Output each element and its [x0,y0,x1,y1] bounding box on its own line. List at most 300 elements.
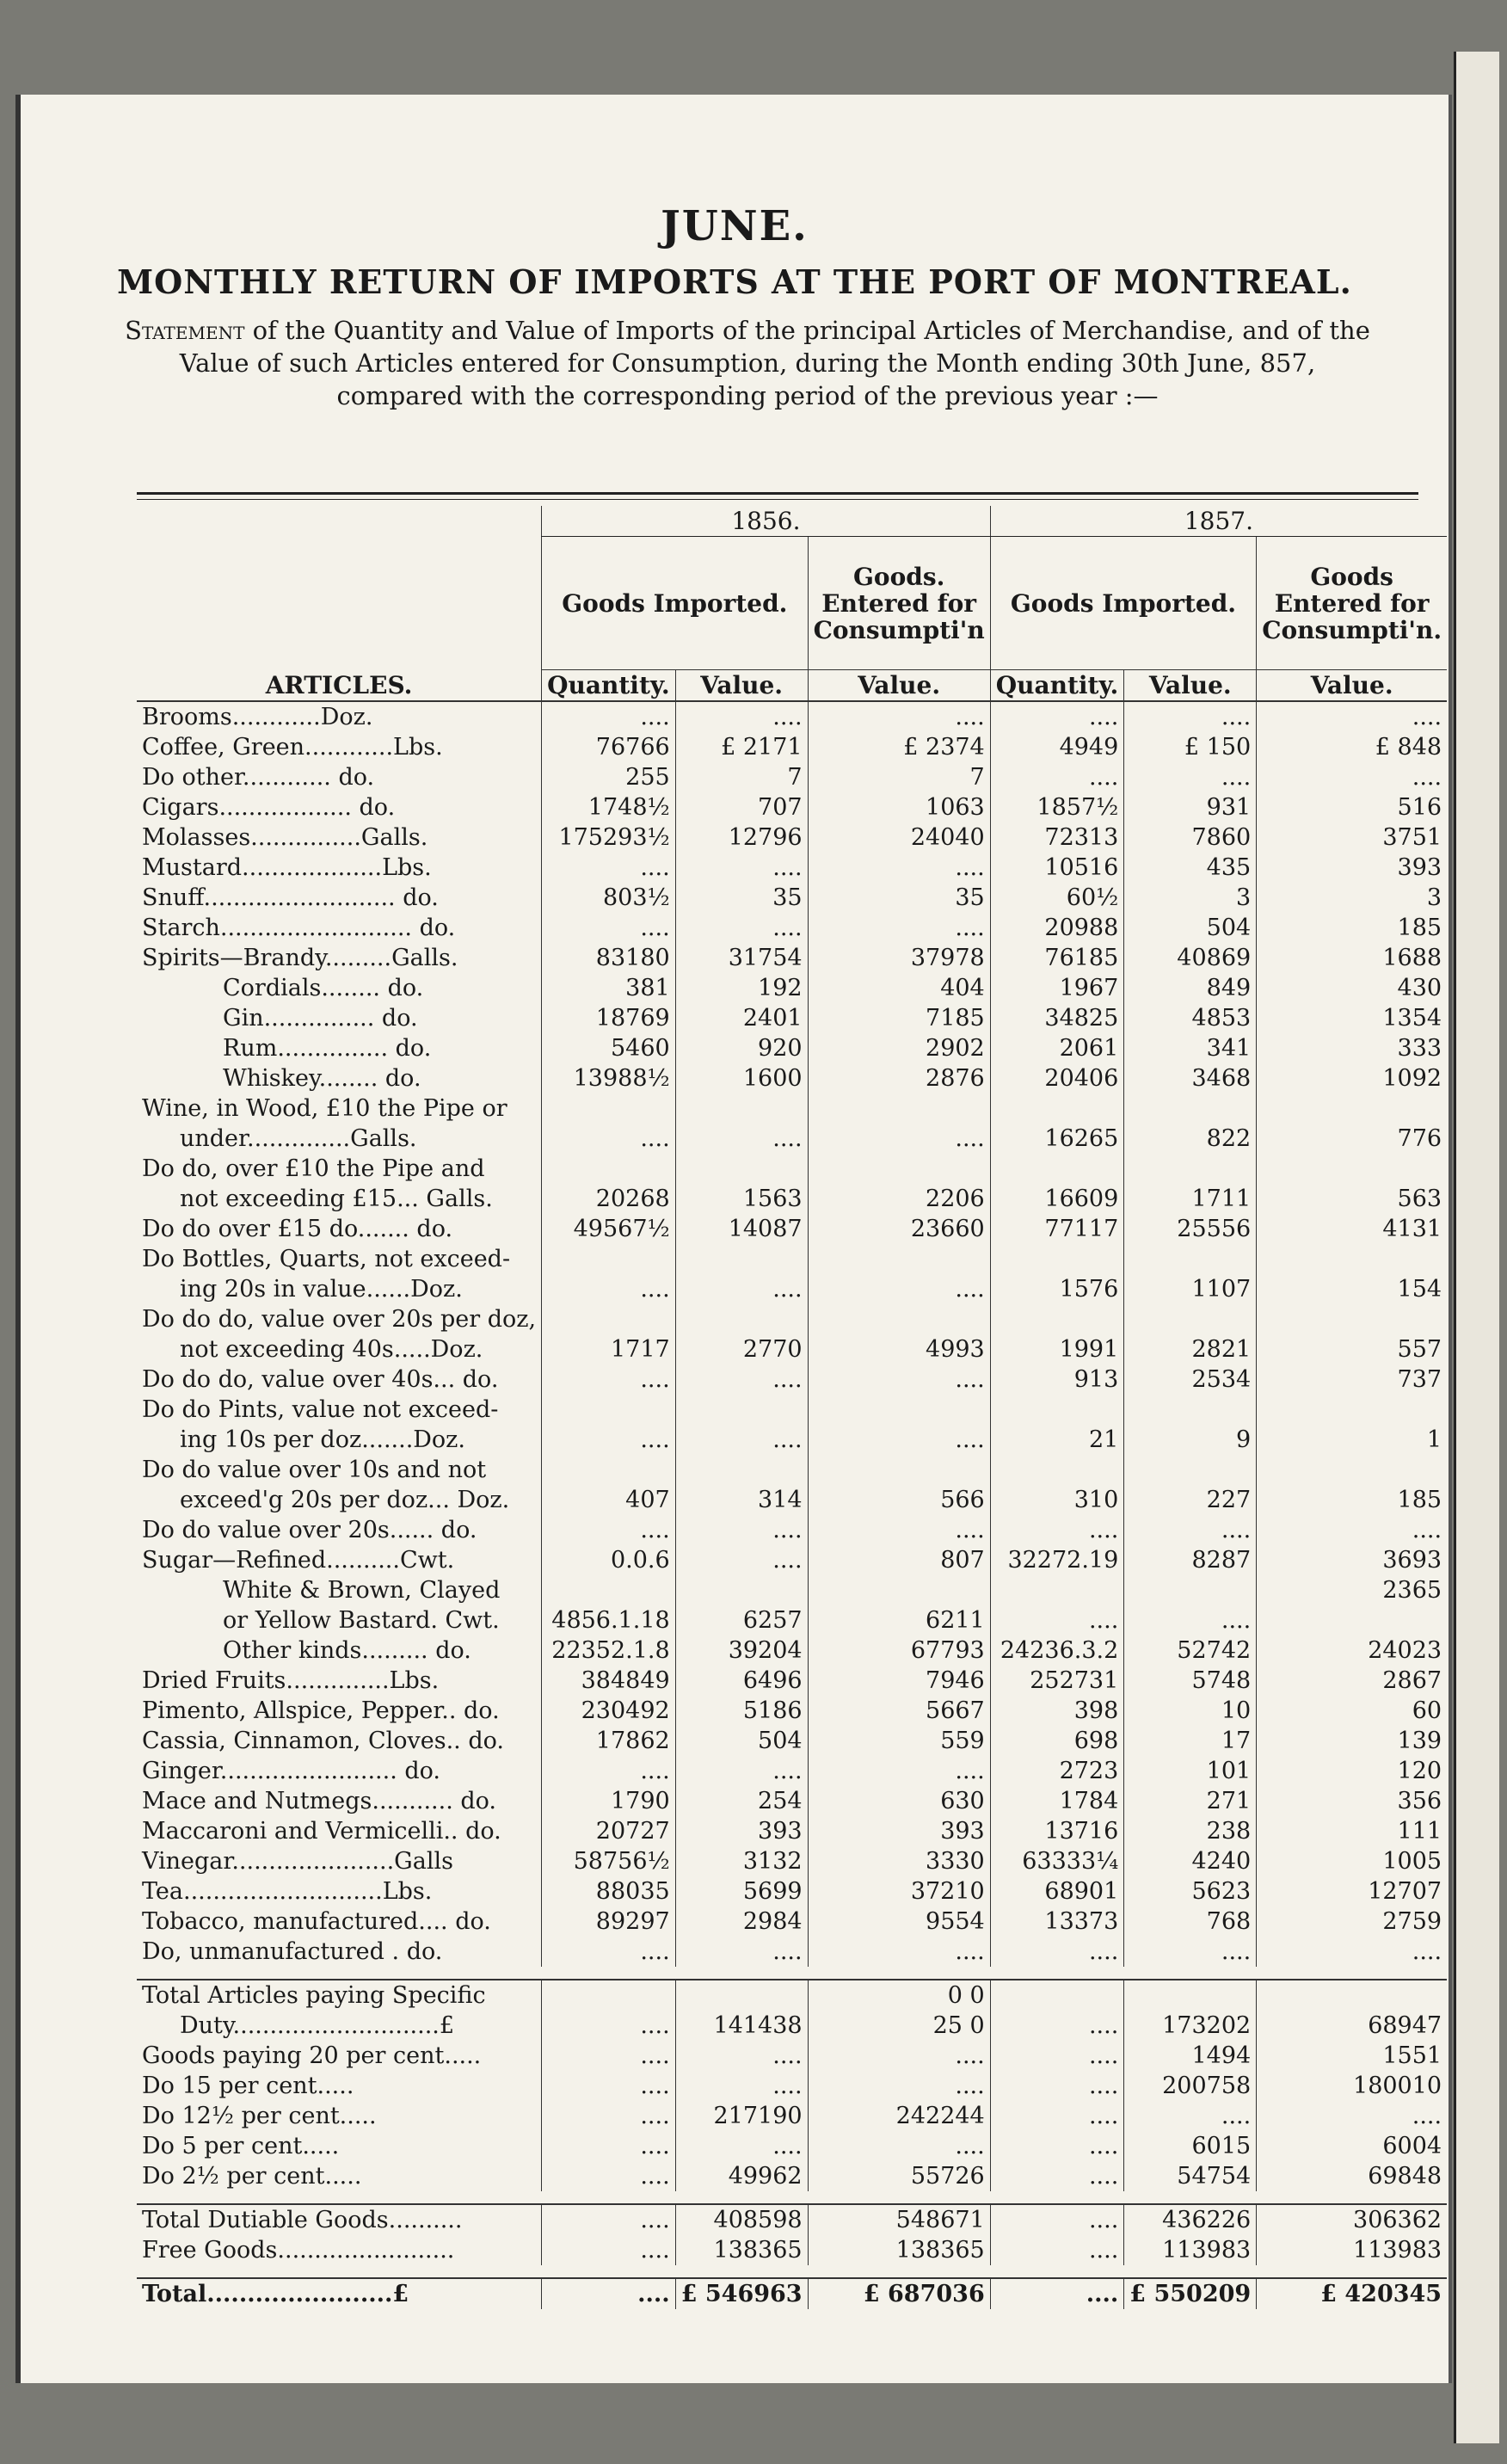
consumption-1856-cell: .... [808,1364,990,1395]
value-1857-cell: £ 550209 [1124,2278,1257,2309]
quantity-1856-cell [542,1304,676,1334]
quantity-1857-cell: 2723 [990,1756,1124,1786]
quantity-1856-header: Quantity. [542,670,676,702]
consumption-1857-cell: 3693 [1257,1545,1447,1575]
total-row [137,2204,1447,2235]
table-row [137,1756,1447,1786]
consumption-1857-cell: 3 [1257,883,1447,913]
grand-total-body [137,2265,1447,2309]
quantity-1857-cell: 13716 [990,1816,1124,1846]
consumption-1856-cell: £ 2374 [808,732,990,762]
article-cell: Tea...........................Lbs. [142,1878,433,1905]
quantity-1857-cell: 60½ [990,883,1124,913]
consumption-1856-cell: 138365 [808,2235,990,2265]
consumption-1856-cell: 35 [808,883,990,913]
quantity-1856-cell: 1790 [542,1786,676,1816]
article-cell: Snuff.......................... do. [142,884,439,911]
table-row [137,1244,1447,1274]
value-1856-cell: .... [675,701,808,732]
quantity-1856-cell: .... [542,2131,676,2161]
table-row [137,1214,1447,1244]
article-cell: Whiskey........ do. [223,1065,421,1092]
consumption-1856-cell [808,1304,990,1334]
consumption-1856-cell: 2206 [808,1184,990,1214]
value-1856-cell: 5699 [675,1876,808,1907]
quantity-1857-cell: .... [990,2041,1124,2071]
quantity-1856-cell [542,1244,676,1274]
consumption-1856-cell: 7185 [808,1003,990,1033]
value-1857-cell: .... [1124,1515,1257,1545]
value-1856-cell [675,1455,808,1485]
quantity-1856-cell: .... [542,1515,676,1545]
quantity-1856-cell: .... [542,1756,676,1786]
consumption-1857-cell: 69848 [1257,2161,1447,2191]
article-cell: Tobacco, manufactured.... do. [142,1908,491,1935]
consumption-1856-cell: 807 [808,1545,990,1575]
consumption-1856-cell [808,1154,990,1184]
quantity-1857-cell: .... [990,2101,1124,2131]
separator-cell [137,2265,1447,2278]
quantity-1857-cell: 1784 [990,1786,1124,1816]
quantity-1856-cell: .... [542,2041,676,2071]
quantity-1857-cell: 1967 [990,973,1124,1003]
table-row [137,1033,1447,1063]
value-1856-cell: 5186 [675,1696,808,1726]
value-1856-cell: 7 [675,762,808,792]
table-row [137,1937,1447,1967]
table-row [137,1154,1447,1184]
value-1857-cell [1124,1154,1257,1184]
consumption-1856-cell: 630 [808,1786,990,1816]
value-1857-cell [1124,1304,1257,1334]
consumption-1856-cell: 7946 [808,1666,990,1696]
consumption-1857-cell: 139 [1257,1726,1447,1756]
separator-cell [137,1967,1447,1980]
consumption-1857-cell: 306362 [1257,2204,1447,2235]
summary-row [137,2101,1447,2131]
value-1856-cell [675,1093,808,1124]
value-1857-cell: 2534 [1124,1364,1257,1395]
quantity-1857-cell: .... [990,762,1124,792]
consumption-1856-cell: 393 [808,1816,990,1846]
article-cell: Molasses...............Galls. [142,824,428,851]
document-title: MONTHLY RETURN OF IMPORTS AT THE PORT OF MONTREAL. [117,262,1352,301]
quantity-1857-cell: 310 [990,1485,1124,1515]
top-rule [137,492,1418,495]
year-header-row [137,506,1447,537]
consumption-1857-cell [1257,1395,1447,1425]
value-1856-cell: .... [675,2071,808,2101]
table-row [137,1425,1447,1455]
article-cell: Ginger........................ do. [142,1758,441,1784]
value-1856-cell: 314 [675,1485,808,1515]
summary-row [137,2041,1447,2071]
quantity-1856-cell: .... [542,1364,676,1395]
article-cell: Total Dutiable Goods.......... [142,2207,463,2233]
quantity-1856-cell: 381 [542,973,676,1003]
consumption-1856-cell: .... [808,701,990,732]
consumption-1857-cell: 185 [1257,913,1447,943]
table-row [137,853,1447,883]
quantity-1857-header: Quantity. [990,670,1124,702]
summary-row [137,2011,1447,2041]
article-cell: Total Articles paying Specific [142,1982,486,2009]
value-1856-cell: .... [675,1425,808,1455]
table-row [137,1274,1447,1304]
quantity-1856-cell: 175293½ [542,822,676,853]
quantity-1857-cell: 2061 [990,1033,1124,1063]
quantity-1856-cell [542,1455,676,1485]
table-row [137,1485,1447,1515]
consumption-1856-cell: .... [808,2041,990,2071]
value-1857-cell: 931 [1124,792,1257,822]
table-row [137,732,1447,762]
consumption-1857-cell: 516 [1257,792,1447,822]
quantity-1857-cell: 77117 [990,1214,1124,1244]
consumption-1857-cell: 393 [1257,853,1447,883]
article-cell: not exceeding £15... Galls. [180,1186,493,1212]
value-1856-cell: 138365 [675,2235,808,2265]
value-1856-cell: .... [675,1274,808,1304]
quantity-1857-cell: 20406 [990,1063,1124,1093]
consumption-1857-cell: 24023 [1257,1635,1447,1666]
article-cell: Do, unmanufactured . do. [142,1938,443,1965]
consumption-value-1856-header: Value. [808,670,990,702]
consumption-1857-cell [1257,1455,1447,1485]
summary-row [137,2131,1447,2161]
goods-entered-1857-header: Goods Entered for Consumpti'n. [1257,537,1447,670]
consumption-1856-cell: 4993 [808,1334,990,1364]
quantity-1857-cell: 20988 [990,913,1124,943]
quantity-1857-cell: 1857½ [990,792,1124,822]
article-cell: Do 5 per cent..... [142,2133,340,2159]
value-1856-cell: £ 2171 [675,732,808,762]
value-1857-cell: 8287 [1124,1545,1257,1575]
value-1856-cell: 12796 [675,822,808,853]
consumption-1856-cell: 242244 [808,2101,990,2131]
consumption-1856-cell: 55726 [808,2161,990,2191]
consumption-1856-cell [808,1455,990,1485]
consumption-1856-cell: .... [808,1425,990,1455]
consumption-1857-cell: 2867 [1257,1666,1447,1696]
consumption-1857-cell: 430 [1257,973,1447,1003]
quantity-1856-cell: 4856.1.18 [542,1605,676,1635]
value-1856-cell: 49962 [675,2161,808,2191]
article-cell: or Yellow Bastard. Cwt. [223,1607,500,1634]
quantity-1856-cell: 0.0.6 [542,1545,676,1575]
quantity-1856-cell: .... [542,1124,676,1154]
consumption-1857-cell: .... [1257,1515,1447,1545]
value-1856-cell: 39204 [675,1635,808,1666]
table-row [137,1816,1447,1846]
quantity-1857-cell: 21 [990,1425,1124,1455]
article-cell: Brooms............Doz. [142,704,373,730]
facing-page-edge [1454,52,1499,2443]
articles-body [137,701,1447,1967]
article-cell: Free Goods........................ [142,2237,455,2264]
quantity-1857-cell: 16609 [990,1184,1124,1214]
value-1857-cell: 768 [1124,1907,1257,1937]
value-1857-cell [1124,1455,1257,1485]
table-row [137,1876,1447,1907]
article-cell: Coffee, Green............Lbs. [142,734,443,761]
value-1857-cell: £ 150 [1124,732,1257,762]
quantity-1857-cell [990,1304,1124,1334]
top-rule-2 [137,499,1418,500]
value-1856-cell: 217190 [675,2101,808,2131]
value-1857-cell: .... [1124,2101,1257,2131]
article-cell: not exceeding 40s.....Doz. [180,1336,483,1363]
quantity-1857-cell [990,1244,1124,1274]
consumption-1856-cell: .... [808,1124,990,1154]
table-row [137,1063,1447,1093]
table-row [137,1726,1447,1756]
quantity-1857-cell: 34825 [990,1003,1124,1033]
consumption-1857-cell: 180010 [1257,2071,1447,2101]
quantity-1856-cell: 83180 [542,943,676,973]
quantity-1857-cell: .... [990,1515,1124,1545]
quantity-1856-cell: 22352.1.8 [542,1635,676,1666]
quantity-1857-cell: 1991 [990,1334,1124,1364]
quantity-1856-cell: .... [542,2204,676,2235]
table-row [137,913,1447,943]
quantity-1856-cell: 5460 [542,1033,676,1063]
consumption-1857-cell [1257,1605,1447,1635]
table-row [137,1515,1447,1545]
consumption-1856-cell [808,1575,990,1605]
value-1856-cell: 2984 [675,1907,808,1937]
value-1857-cell: 4853 [1124,1003,1257,1033]
table-row [137,1635,1447,1666]
consumption-1856-cell: 0 0 [808,1980,990,2011]
table-row [137,883,1447,913]
quantity-1856-cell: 230492 [542,1696,676,1726]
consumption-1856-cell: .... [808,1937,990,1967]
value-1856-cell: 14087 [675,1214,808,1244]
quantity-1857-cell: 32272.19 [990,1545,1124,1575]
quantity-1856-cell: .... [542,2011,676,2041]
table-row [137,1907,1447,1937]
consumption-1856-cell: .... [808,913,990,943]
quantity-1857-cell: .... [990,1605,1124,1635]
table-row [137,822,1447,853]
table-row [137,1605,1447,1635]
value-1857-cell: 3 [1124,883,1257,913]
quantity-1857-cell [990,1395,1124,1425]
value-1856-cell: 1563 [675,1184,808,1214]
article-cell: Goods paying 20 per cent..... [142,2042,482,2069]
consumption-1857-cell: 2759 [1257,1907,1447,1937]
article-cell: Cigars.................. do. [142,794,396,821]
value-1857-cell [1124,1244,1257,1274]
consumption-1856-cell: 2902 [808,1033,990,1063]
quantity-1857-cell: .... [990,701,1124,732]
value-1857-cell: 849 [1124,973,1257,1003]
quantity-1856-cell [542,1575,676,1605]
value-1856-cell: 6257 [675,1605,808,1635]
quantity-1857-cell: 698 [990,1726,1124,1756]
quantity-1856-cell: .... [542,1425,676,1455]
articles-header: ARTICLES. [265,671,413,699]
quantity-1856-cell [542,1093,676,1124]
quantity-1856-cell: 803½ [542,883,676,913]
table-row [137,1575,1447,1605]
value-1856-cell: .... [675,913,808,943]
consumption-1856-cell: 23660 [808,1214,990,1244]
quantity-1857-cell: 16265 [990,1124,1124,1154]
document-page [15,95,1449,2383]
consumption-1857-cell: 1 [1257,1425,1447,1455]
article-cell: ing 10s per doz.......Doz. [180,1426,465,1453]
table-row [137,1786,1447,1816]
table-row [137,792,1447,822]
article-cell: Do do over £15 do....... do. [142,1216,453,1242]
quantity-1857-cell: .... [990,2278,1124,2309]
quantity-1856-cell: .... [542,853,676,883]
quantity-1856-cell: .... [542,1937,676,1967]
summary-row [137,2161,1447,2191]
value-1857-cell: .... [1124,1937,1257,1967]
quantity-1856-cell: 13988½ [542,1063,676,1093]
value-1856-cell: 408598 [675,2204,808,2235]
value-1857-cell: 4240 [1124,1846,1257,1876]
value-1857-cell: 5623 [1124,1876,1257,1907]
imports-table [137,506,1447,2309]
value-1857-cell: 6015 [1124,2131,1257,2161]
value-1856-cell: .... [675,2041,808,2071]
quantity-1856-cell: .... [542,2101,676,2131]
quantity-1856-cell: 49567½ [542,1214,676,1244]
section-separator [137,1967,1447,1980]
goods-imported-1856-header: Goods Imported. [542,537,808,670]
value-1857-cell: .... [1124,762,1257,792]
value-1856-cell: 707 [675,792,808,822]
consumption-1857-cell: .... [1257,701,1447,732]
consumption-1857-cell: 120 [1257,1756,1447,1786]
month-heading: JUNE. [661,202,809,250]
value-1857-cell: 435 [1124,853,1257,883]
consumption-1856-cell: .... [808,853,990,883]
value-1856-cell: 6496 [675,1666,808,1696]
value-1857-cell: 101 [1124,1756,1257,1786]
article-cell: exceed'g 20s per doz... Doz. [180,1487,510,1513]
consumption-1857-cell: 1092 [1257,1063,1447,1093]
quantity-1857-cell: 13373 [990,1907,1124,1937]
quantity-1856-cell: .... [542,2161,676,2191]
quantity-1856-cell: 89297 [542,1907,676,1937]
quantity-1857-cell: .... [990,2011,1124,2041]
article-cell: Mace and Nutmegs........... do. [142,1788,497,1814]
quantity-1857-cell: .... [990,2131,1124,2161]
value-1856-header: Value. [675,670,808,702]
consumption-1856-cell: 559 [808,1726,990,1756]
value-1856-cell: 920 [675,1033,808,1063]
value-1856-cell [675,1154,808,1184]
consumption-1856-cell: 7 [808,762,990,792]
value-1857-cell [1124,1980,1257,2011]
quantity-1857-cell [990,1575,1124,1605]
quantity-1857-cell: .... [990,2161,1124,2191]
consumption-1857-cell: 563 [1257,1184,1447,1214]
article-cell: Other kinds......... do. [223,1637,471,1664]
value-1857-header: Value. [1124,670,1257,702]
summary-row [137,2071,1447,2101]
consumption-1856-cell: £ 687036 [808,2278,990,2309]
quantity-1856-cell: 255 [542,762,676,792]
quantity-1857-cell: 68901 [990,1876,1124,1907]
consumption-1857-cell: .... [1257,762,1447,792]
value-1857-cell: 341 [1124,1033,1257,1063]
article-cell: Sugar—Refined..........Cwt. [142,1547,455,1574]
article-cell: ing 20s in value......Doz. [180,1276,463,1303]
consumption-1856-cell: 2876 [808,1063,990,1093]
article-cell: Wine, in Wood, £10 the Pipe or [142,1095,507,1122]
value-1856-cell: 393 [675,1816,808,1846]
value-1856-cell: 141438 [675,2011,808,2041]
consumption-1857-cell: 60 [1257,1696,1447,1726]
value-1856-cell: 31754 [675,943,808,973]
consumption-1856-cell: 566 [808,1485,990,1515]
article-cell: Total.......................£ [137,2278,542,2309]
consumption-1857-cell: 68947 [1257,2011,1447,2041]
consumption-1856-cell: 37210 [808,1876,990,1907]
consumption-1856-cell: 24040 [808,822,990,853]
article-cell: Gin............... do. [223,1005,418,1032]
value-1857-cell: 1711 [1124,1184,1257,1214]
table-row [137,1395,1447,1425]
value-1856-cell: 3132 [675,1846,808,1876]
value-1857-cell: 9 [1124,1425,1257,1455]
quantity-1857-cell: 252731 [990,1666,1124,1696]
article-cell: Do do do, value over 40s... do. [142,1366,499,1393]
consumption-1857-cell [1257,1244,1447,1274]
value-1856-cell [675,1304,808,1334]
article-cell: Do other............ do. [142,764,375,791]
value-1857-cell [1124,1093,1257,1124]
article-cell: Dried Fruits..............Lbs. [142,1667,440,1694]
quantity-1857-cell [990,1154,1124,1184]
consumption-1857-cell: 737 [1257,1364,1447,1395]
grand-total-row [137,2278,1447,2309]
consumption-1856-cell: 548671 [808,2204,990,2235]
value-1856-cell [675,1395,808,1425]
quantity-1857-cell [990,1980,1124,2011]
value-1856-cell: 192 [675,973,808,1003]
consumption-1857-cell: 1005 [1257,1846,1447,1876]
value-1856-cell: .... [675,1545,808,1575]
value-1856-cell: 2401 [675,1003,808,1033]
consumption-1857-cell: 154 [1257,1274,1447,1304]
table-row [137,1666,1447,1696]
value-1857-cell: 10 [1124,1696,1257,1726]
quantity-1857-cell [990,1455,1124,1485]
table-row [137,1696,1447,1726]
value-1857-cell: 3468 [1124,1063,1257,1093]
consumption-1857-cell: 6004 [1257,2131,1447,2161]
consumption-1857-cell: 185 [1257,1485,1447,1515]
consumption-1856-cell: .... [808,1274,990,1304]
consumption-1856-cell: 5667 [808,1696,990,1726]
article-cell: Spirits—Brandy.........Galls. [142,945,458,971]
consumption-1856-cell [808,1244,990,1274]
consumption-1856-cell [808,1395,990,1425]
consumption-1857-cell: £ 848 [1257,732,1447,762]
table-row [137,943,1447,973]
article-cell: Pimento, Allspice, Pepper.. do. [142,1697,500,1724]
quantity-1857-cell: 72313 [990,822,1124,853]
article-cell: Cassia, Cinnamon, Cloves.. do. [142,1728,504,1754]
article-cell: Do do value over 20s...... do. [142,1517,477,1543]
